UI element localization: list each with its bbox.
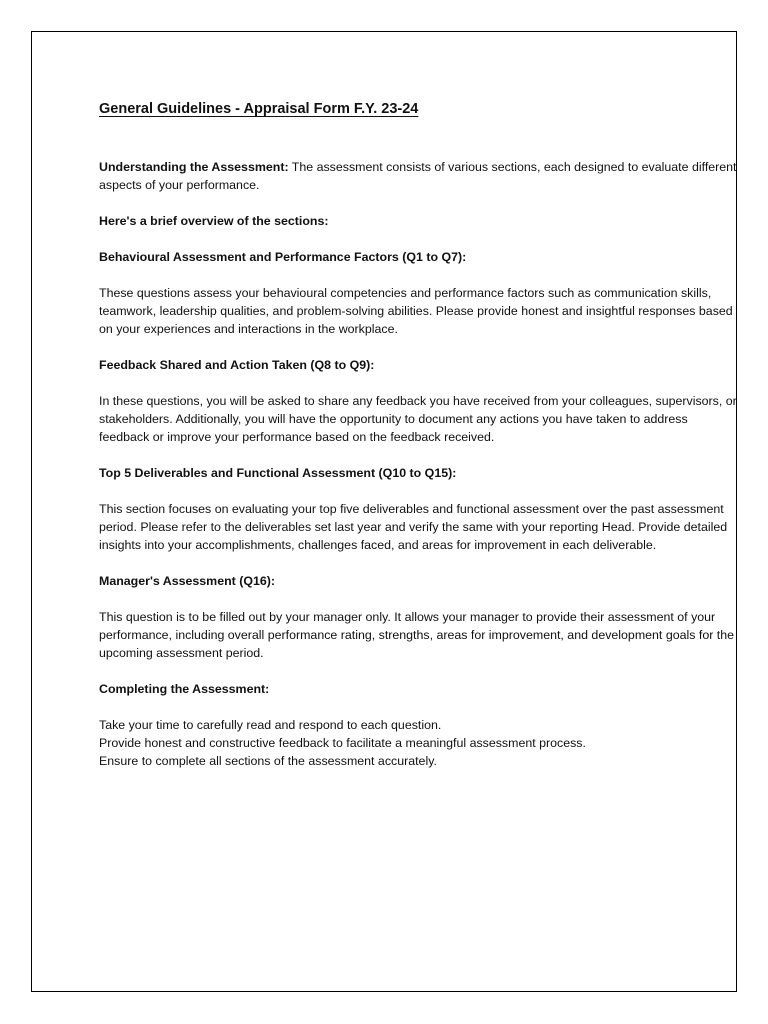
intro-text: The assessment consists of various sections, each designed to evaluate different aspects of your performance. [99,160,737,192]
section-heading-deliverables: Top 5 Deliverables and Functional Assessment (Q10 to Q15): [99,466,457,480]
completing-line: Provide honest and constructive feedback to facilitate a meaningful assessment process. [99,736,586,750]
completing-list [99,716,739,770]
completing-line: Ensure to complete all sections of the assessment accurately. [99,754,437,768]
section-body-feedback: In these questions, you will be asked to share any feedback you have received from your colleagues, supervisors, or stakeholders. Additionally, you will have the opportunity to document any actions you have taken to address feedback or improve your performance based on the feedback received. [99,394,737,444]
document-content [99,96,739,770]
intro-lead: Understanding the Assessment: [99,160,289,174]
section-body-behavioural: These questions assess your behavioural competencies and performance factors such as communication skills, teamwork, leadership qualities, and problem-solving abilities. Please provide honest and insightful responses based on your experiences and interactions in the workplace. [99,286,733,336]
intro-paragraph [99,158,739,194]
section-heading-manager: Manager's Assessment (Q16): [99,574,276,588]
completing-line: Take your time to carefully read and respond to each question. [99,718,442,732]
overview-heading: Here's a brief overview of the sections: [99,214,329,228]
document-title: General Guidelines - Appraisal Form F.Y. 23-24 [99,101,419,117]
completing-heading: Completing the Assessment: [99,682,270,696]
section-heading-feedback: Feedback Shared and Action Taken (Q8 to Q9): [99,358,375,372]
section-body-manager: This question is to be filled out by your manager only. It allows your manager to provide their assessment of your performance, including overall performance rating, strengths, areas for improvement, and development goals for the upcoming assessment period. [99,610,735,660]
section-heading-behavioural: Behavioural Assessment and Performance Factors (Q1 to Q7): [99,250,467,264]
document-page [31,31,737,992]
section-body-deliverables: This section focuses on evaluating your top five deliverables and functional assessment over the past assessment period. Please refer to the deliverables set last year and verify the same with your reporting Head. Provide detailed insights into your accomplishments, challenges faced, and areas for improvement in each deliverable. [99,502,728,552]
